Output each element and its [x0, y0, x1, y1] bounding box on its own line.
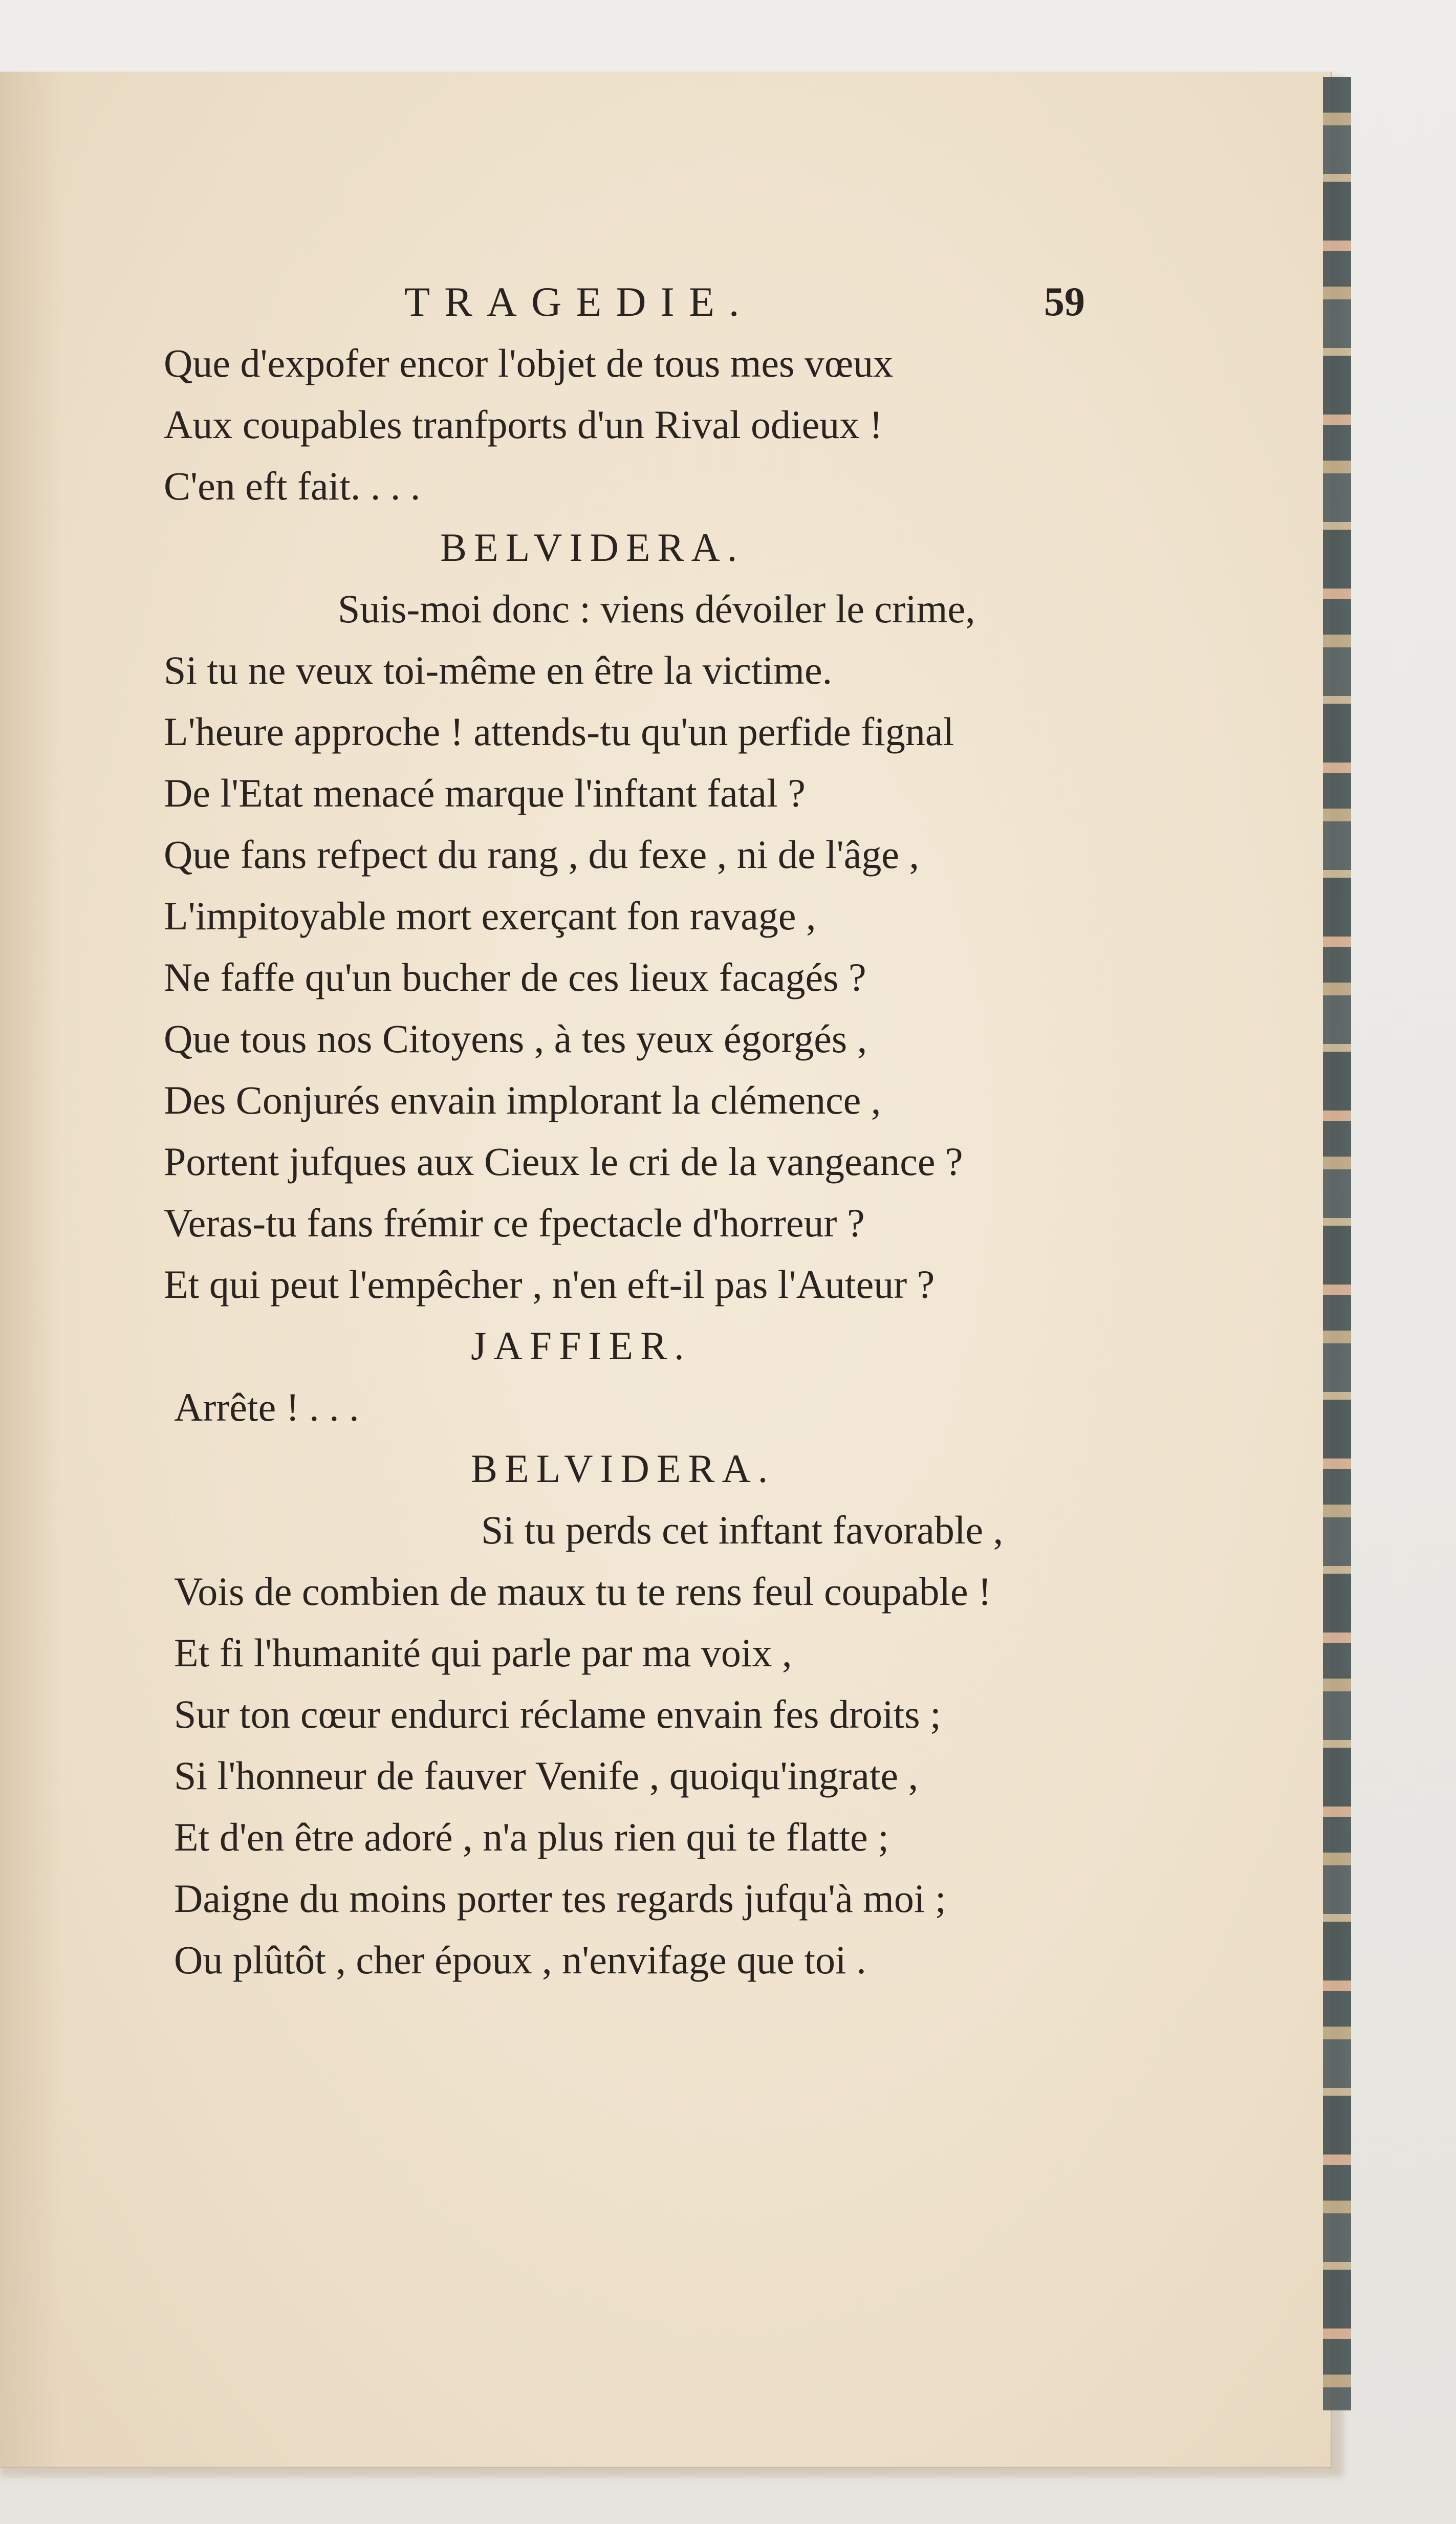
verse-line: Sur ton cœur endurci réclame envain fes droits ;: [174, 1692, 941, 1736]
verse-line: De l'Etat menacé marque l'inftant fatal ?: [164, 771, 806, 815]
verse-line: Aux coupables tranfports d'un Rival odieux !: [164, 402, 883, 447]
verse-line: C'en eft fait. . . .: [164, 464, 421, 508]
running-head: [246, 276, 1116, 328]
page-number: 59: [1044, 279, 1085, 324]
verse-line: Et fi l'humanité qui parle par ma voix ,: [174, 1630, 792, 1675]
verse-line: Et d'en être adoré , n'a plus rien qui te flatte ;: [174, 1815, 889, 1859]
verse-line: Portent jufques aux Cieux le cri de la vangeance ?: [164, 1139, 963, 1184]
verse-line: Que fans refpect du rang , du fexe , ni de l'âge ,: [164, 832, 919, 877]
verse-line: Arrête ! . . .: [174, 1385, 359, 1429]
verse-line: Veras-tu fans frémir ce fpectacle d'horreur ?: [164, 1201, 865, 1245]
verse-line: Que d'expofer encor l'objet de tous mes vœux: [164, 341, 894, 385]
speaker-name: BELVIDERA.: [471, 1446, 775, 1491]
verse-line: Des Conjurés envain implorant la clémence ,: [164, 1078, 881, 1122]
verse-line: Si l'honneur de fauver Venife , quoiqu'ingrate ,: [174, 1753, 919, 1798]
verse-line: Et qui peut l'empêcher , n'en eft-il pas l'Auteur ?: [164, 1262, 935, 1307]
verse-line: Ou plûtôt , cher époux , n'envifage que toi .: [174, 1938, 866, 1982]
verse-line: L'impitoyable mort exerçant fon ravage ,: [164, 894, 816, 938]
verse-line: Vois de combien de maux tu te rens feul coupable !: [174, 1569, 992, 1614]
verse-line: Si tu ne veux toi-même en être la victime.: [164, 648, 833, 692]
running-title: TRAGEDIE.: [404, 278, 754, 325]
speaker-name: BELVIDERA.: [440, 525, 745, 570]
verse-line: Suis-moi donc : viens dévoiler le crime,: [338, 586, 975, 631]
verse-line: Si tu perds cet inftant favorable ,: [481, 1508, 1004, 1552]
verse-line: L'heure approche ! attends-tu qu'un perfide fignal: [164, 709, 954, 754]
speaker-name: JAFFIER.: [471, 1323, 691, 1368]
verse-line: Daigne du moins porter tes regards jufqu'à moi ;: [174, 1876, 946, 1921]
book-edge: [1323, 77, 1351, 2410]
verse-line: Ne faffe qu'un bucher de ces lieux facagés ?: [164, 955, 866, 999]
verse-line: Que tous nos Citoyens , à tes yeux égorgés ,: [164, 1016, 867, 1061]
page-gutter: [0, 72, 61, 2467]
